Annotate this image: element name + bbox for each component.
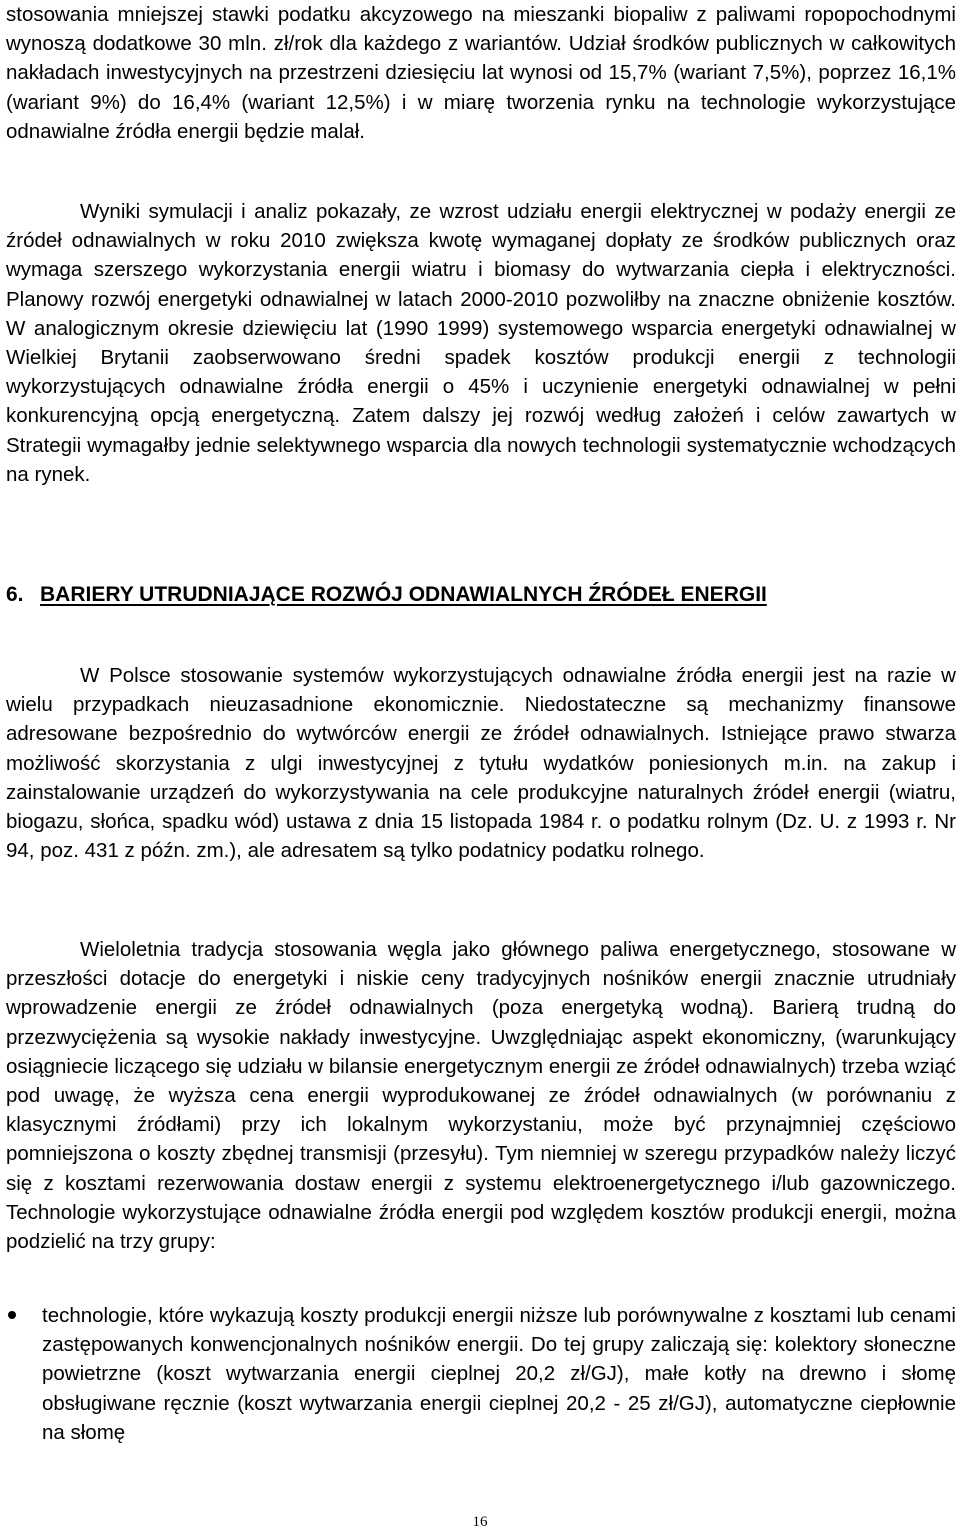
bullet-icon (8, 1311, 16, 1319)
paragraph-continuation: stosowania mniejszej stawki podatku akcyzowego na mieszanki biopaliw z paliwami ropopochodnymi wynoszą dodatkowe 30 mln. zł/rok dla każdego z wariantów. Udział środków publicznych w całkowitych nakładach inwestycyjnych na przestrzeni dziesięciu lat wynosi od 15,7% (wariant 7,5%), poprzez 16,1% (wariant 9%) do 16,4% (wariant 12,5%) i w miarę tworzenia rynku na technologie wykorzystujące odnawialne źródła energii będzie malał. (6, 3, 956, 143)
list-item-text: technologie, które wykazują koszty produkcji energii niższe lub porównywalne z kosztami lub cenami zastępowanych konwencjonalnych nośników energii. Do tej grupy zaliczają się: kolektory słoneczne powietrzne (koszt wytwarzania energii cieplnej 20,2 zł/GJ), małe kotły na drewno i słomę obsługiwane ręcznie (koszt wytwarzania energii cieplnej 20,2 - 25 zł/GJ), automatyczne ciepłownie na słomę (42, 1304, 956, 1444)
paragraph-poland-barriers: W Polsce stosowanie systemów wykorzystujących odnawialne źródła energii jest na razie w wielu przypadkach nieuzasadnione ekonomicznie. Niedostateczne są mechanizmy finansowe adresowane bezpośrednio do wytwórców energii ze źródeł odnawialnych. Istniejące prawo stwarza możliwość skorzystania z ulgi inwestycyjnej z tytułu wydatków poniesionych m.in. na zakup i zainstalowanie urządzeń do wykorzystywania na cele produkcyjne naturalnych źródeł energii (wiatru, biogazu, słońca, spadku wód) ustawa z dnia 15 listopada 1984 r. o podatku rolnym (Dz. U. z 1993 r. Nr 94, poz. 431 z późn. zm.), ale adresatem są tylko podatnicy podatku rolnego. (6, 664, 956, 863)
section-number: 6. (6, 583, 24, 606)
paragraph-coal-tradition: Wieloletnia tradycja stosowania węgla jako głównego paliwa energetycznego, stosowane w przeszłości dotacje do energetyki i niskie ceny tradycyjnych nośników energii znacznie utrudniały wprowadzenie energii ze źródeł odnawialnych (poza energetyką wodną). Barierą trudną do przezwyciężenia są wysokie nakłady inwestycyjne. Uwzględniając aspekt ekonomiczny, (warunkujący osiągniecie liczącego się udziału w bilansie energetycznym energii ze źródeł odnawialnych) trzeba wziąć pod uwagę, że wyższa cena energii wyprodukowanej ze źródeł odnawialnych (w porównaniu z klasycznymi źródłami) przy ich lokalnym wykorzystaniu, może być przynajmniej częściowo pomniejszona o koszty zbędnej transmisji (przesyłu). Tym niemniej w szeregu przypadków należy liczyć się z kosztami rezerwowania dostaw energii z systemu elektroenergetycznego i/lub gazowniczego. Technologie wykorzystujące odnawialne źródła energii pod względem kosztów produkcji energii, można podzielić na trzy grupy: (6, 938, 956, 1254)
section-title: BARIERY UTRUDNIAJĄCE ROZWÓJ ODNAWIALNYCH ŹRÓDEŁ ENERGII (40, 583, 767, 606)
paragraph-simulation-results: Wyniki symulacji i analiz pokazały, ze wzrost udziału energii elektrycznej w podaży energii ze źródeł odnawialnych w roku 2010 zwiększa kwotę wymaganej dopłaty ze środków publicznych oraz wymaga szerszego wykorzystania energii wiatru i biomasy do wytwarzania ciepła i elektryczności. Planowy rozwój energetyki odnawialnej w latach 2000-2010 pozwoliłby na znaczne obniżenie kosztów. W analogicznym okresie dziewięciu lat (1990 1999) systemowego wsparcia energetyki odnawialnej w Wielkiej Brytanii zaobserwowano średni spadek kosztów produkcji energii z technologii wykorzystujących odnawialne źródła energii o 45% i uczynienie energetyki odnawialnej w pełni konkurencyjną opcją energetyczną. Zatem dalszy jej rozwój według założeń i celów zawartych w Strategii wymagałby jednie selektywnego wsparcia dla nowych technologii systematycznie wchodzących na rynek. (6, 200, 956, 486)
list-item (6, 1301, 956, 1447)
bullet-list (6, 1301, 956, 1447)
page-number: 16 (472, 1514, 488, 1530)
section-heading (6, 580, 956, 610)
